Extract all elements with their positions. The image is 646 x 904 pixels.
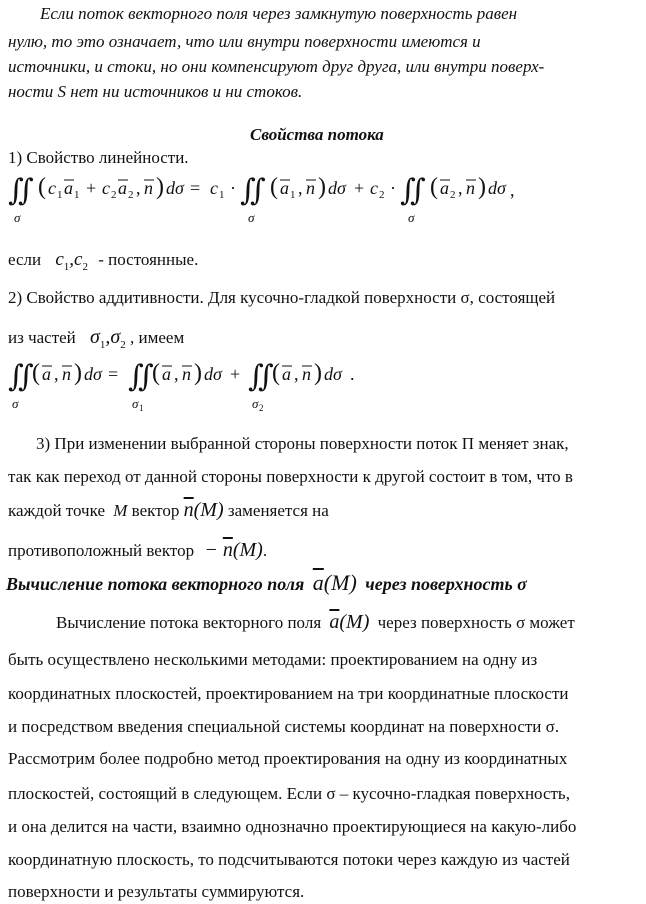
line1-suffix: через поверхность σ может xyxy=(377,613,575,632)
line3-mid: вектор xyxy=(131,501,180,520)
svg-text:+: + xyxy=(230,364,241,384)
svg-text:n: n xyxy=(62,364,71,384)
svg-text:n: n xyxy=(466,178,475,198)
svg-text:n: n xyxy=(144,178,153,198)
computation-line-4: и посредством введения специальной системы координат на поверхности σ. xyxy=(8,717,560,736)
svg-text:(: ( xyxy=(430,174,438,200)
svg-text:+: + xyxy=(86,178,97,198)
vector-n-of-M: $\overline{n}(M)$ xyxy=(183,499,224,521)
computation-line-1 xyxy=(56,612,575,633)
svg-text:∬: ∬ xyxy=(248,360,274,393)
computation-line-3: координатных плоскостей, проектированием на три координатные плоскости xyxy=(8,684,569,703)
svg-text:dσ: dσ xyxy=(204,364,222,384)
svg-text:·: · xyxy=(230,178,236,198)
svg-text:2: 2 xyxy=(379,189,385,201)
computation-line-9: поверхности и результаты суммируются. xyxy=(8,882,305,901)
svg-text:2: 2 xyxy=(128,189,134,201)
svg-text:a: a xyxy=(162,364,171,384)
svg-text:∬: ∬ xyxy=(128,360,154,393)
svg-text:(: ( xyxy=(272,360,280,386)
svg-text:1: 1 xyxy=(139,403,144,413)
svg-text:,: , xyxy=(298,178,303,198)
parts-prefix: из частей xyxy=(8,328,76,347)
svg-text:∬: ∬ xyxy=(240,174,266,207)
svg-text:(: ( xyxy=(32,360,40,386)
intro-line-4: ности S нет ни источников и ни стоков. xyxy=(8,82,303,101)
svg-text:a: a xyxy=(280,178,289,198)
svg-text:2: 2 xyxy=(259,403,264,413)
property-3-line-3 xyxy=(8,500,329,521)
svg-text:·: · xyxy=(390,178,396,198)
svg-text:,: , xyxy=(54,364,59,384)
computation-heading xyxy=(6,570,527,595)
svg-text:dσ: dσ xyxy=(328,178,346,198)
parts-symbols: $\sigma_1,\sigma_2$ xyxy=(90,326,126,351)
point-M: M xyxy=(113,501,128,520)
svg-text:,: , xyxy=(458,178,463,198)
svg-text:σ: σ xyxy=(132,396,139,411)
svg-text:a: a xyxy=(118,178,127,198)
svg-text:=: = xyxy=(108,364,119,384)
constants-symbols: $c_1,c_2$ xyxy=(55,249,88,273)
line3-prefix: каждой точке xyxy=(8,501,105,520)
line3-suffix: заменяется на xyxy=(227,501,329,520)
svg-text:2: 2 xyxy=(450,189,456,201)
svg-text:,: , xyxy=(294,364,299,384)
computation-line-5: Рассмотрим более подробно метод проектирования на одну из координатных xyxy=(8,749,568,768)
svg-text:(: ( xyxy=(152,360,160,386)
svg-text:a: a xyxy=(440,178,449,198)
svg-text:σ: σ xyxy=(248,210,255,225)
svg-text:a: a xyxy=(64,178,73,198)
property-1-title: 1) Свойство линейности. xyxy=(8,148,189,167)
svg-text:): ) xyxy=(156,174,164,200)
svg-text:c: c xyxy=(370,178,378,198)
svg-text:(: ( xyxy=(270,174,278,200)
svg-text:σ: σ xyxy=(408,210,415,225)
additivity-formula xyxy=(8,356,388,416)
line4-suffix: . xyxy=(262,541,268,560)
svg-text:(: ( xyxy=(38,174,46,200)
svg-text:σ: σ xyxy=(252,396,259,411)
svg-text:dσ: dσ xyxy=(166,178,184,198)
svg-text:c: c xyxy=(48,178,56,198)
svg-text:): ) xyxy=(314,360,322,386)
svg-text:∬: ∬ xyxy=(8,360,34,393)
additivity-formula-svg xyxy=(8,356,388,416)
svg-text:): ) xyxy=(478,174,486,200)
property-3-line-4 xyxy=(8,540,267,561)
svg-text:): ) xyxy=(74,360,82,386)
minus-vector-n-of-M: − $\overline{n}(M)$ xyxy=(204,539,263,561)
property-1-note xyxy=(8,250,198,277)
svg-text:=: = xyxy=(190,178,201,198)
computation-line-6: плоскостей, состоящий в следующем. Если σ – кусочно-гладкая поверхность, xyxy=(8,784,570,803)
svg-text:c: c xyxy=(102,178,110,198)
svg-text:a: a xyxy=(42,364,51,384)
svg-text:,: , xyxy=(136,178,141,198)
note-prefix: если xyxy=(8,250,42,269)
svg-text:σ: σ xyxy=(14,210,21,225)
svg-text:σ: σ xyxy=(12,396,19,411)
svg-text:n: n xyxy=(306,178,315,198)
svg-text:1: 1 xyxy=(290,189,296,201)
linearity-formula xyxy=(8,170,628,230)
line4-prefix: противоположный вектор xyxy=(8,541,195,560)
svg-text:,: , xyxy=(174,364,179,384)
svg-text:∬: ∬ xyxy=(400,174,426,207)
property-3-line-2: так как переход от данной стороны поверхности к другой состоит в том, что в xyxy=(8,467,573,486)
note-suffix: - постоянные. xyxy=(98,250,199,269)
properties-title: Свойства потока xyxy=(250,125,384,144)
svg-text:dσ: dσ xyxy=(84,364,102,384)
svg-text:n: n xyxy=(302,364,311,384)
svg-text:dσ: dσ xyxy=(324,364,342,384)
vector-a-of-M-inline: $\overline{a}(M)$ xyxy=(329,611,370,633)
computation-line-2: быть осуществлено несколькими методами: проектированием на одну из xyxy=(8,650,538,669)
svg-text:a: a xyxy=(282,364,291,384)
svg-text:1: 1 xyxy=(219,189,225,201)
intro-line-2: нулю, то это означает, что или внутри поверхности имеются и xyxy=(8,32,481,51)
linearity-formula-tail: , xyxy=(510,180,515,200)
svg-text:1: 1 xyxy=(74,189,80,201)
intro-line-3: источники, и стоки, но они компенсируют друг друга, или внутри поверх- xyxy=(8,57,545,76)
svg-text:+: + xyxy=(354,178,365,198)
line1-prefix: Вычисление потока векторного поля xyxy=(56,613,322,632)
intro-line-1: Если поток векторного поля через замкнутую поверхность равен xyxy=(40,4,518,23)
svg-text:): ) xyxy=(318,174,326,200)
svg-text:1: 1 xyxy=(57,189,63,201)
property-2-title: 2) Свойство аддитивности. Для кусочно-гладкой поверхности σ, состоящей xyxy=(8,288,556,307)
double-integral-sign: ∬ xyxy=(8,174,34,207)
svg-text:.: . xyxy=(350,364,355,384)
svg-text:2: 2 xyxy=(111,189,117,201)
property-2-parts xyxy=(8,327,184,355)
svg-text:dσ: dσ xyxy=(488,178,506,198)
vector-a-of-M: $\overline{a}(M)$ xyxy=(312,570,357,595)
parts-suffix: , имеем xyxy=(130,328,185,347)
svg-text:): ) xyxy=(194,360,202,386)
linearity-formula-svg xyxy=(8,170,628,230)
svg-text:n: n xyxy=(182,364,191,384)
property-3-line-1: 3) При изменении выбранной стороны поверхности поток Π меняет знак, xyxy=(36,434,569,453)
computation-line-8: координатную плоскость, то подсчитываются потоки через каждую из частей xyxy=(8,850,570,869)
svg-text:c: c xyxy=(210,178,218,198)
computation-line-7: и она делится на части, взаимно однозначно проектирующиеся на какую-либо xyxy=(8,817,577,836)
heading-prefix: Вычисление потока векторного поля xyxy=(6,574,305,594)
heading-suffix: через поверхность σ xyxy=(365,574,527,594)
